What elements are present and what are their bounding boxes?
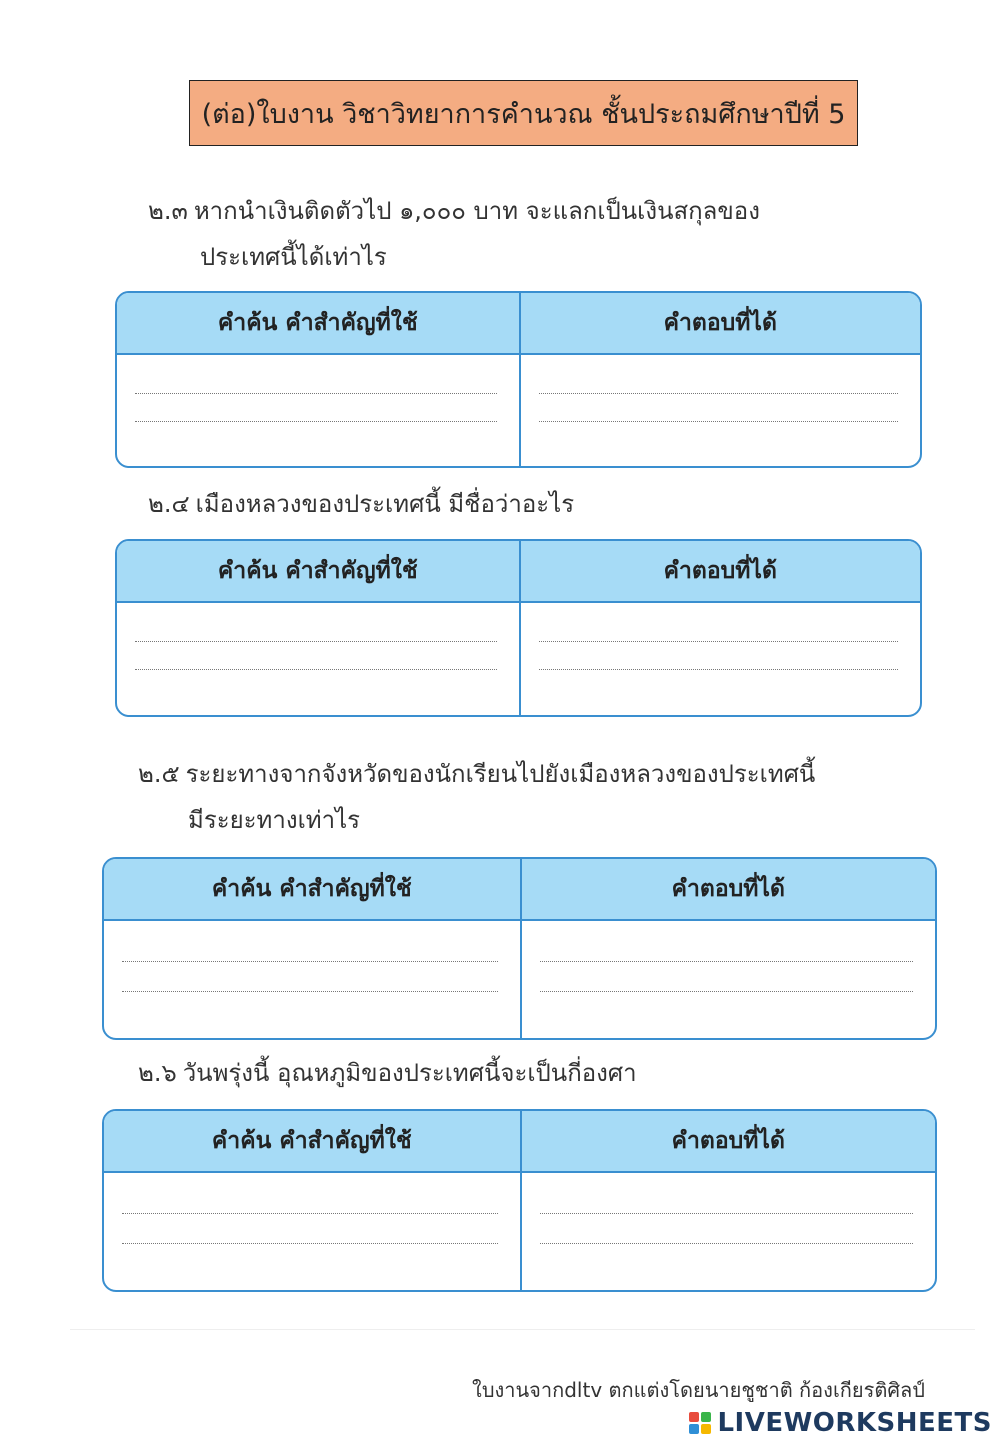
question-2-3 (148, 188, 760, 280)
answer-table-2-5 (102, 857, 937, 1040)
header-answer: คำตอบที่ได้ (519, 541, 921, 601)
dotted-line (539, 669, 899, 670)
answer-cell[interactable] (519, 355, 921, 466)
question-text: หากนำเงินติดตัวไป ๑,๐๐๐ บาท จะแลกเป็นเงินสกุลของ (193, 197, 760, 225)
dotted-line (122, 961, 498, 962)
answer-cell[interactable] (520, 921, 936, 1038)
dotted-line (135, 641, 497, 642)
question-text: วันพรุ่งนี้ อุณหภูมิของประเทศนี้จะเป็นกี่องศา (182, 1059, 637, 1087)
answer-table-2-4 (115, 539, 922, 717)
keywords-cell[interactable] (117, 603, 519, 715)
dotted-line (540, 1213, 914, 1214)
header-keywords: คำค้น คำสำคัญที่ใช้ (211, 876, 412, 902)
header-keywords: คำค้น คำสำคัญที่ใช้ (217, 310, 418, 336)
dotted-line (122, 991, 498, 992)
worksheet-title: (ต่อ)ใบงาน วิชาวิทยาการคำนวณ ชั้นประถมศึกษาปีที่ 5 (189, 80, 858, 146)
header-answer: คำตอบที่ได้ (519, 293, 921, 353)
question-2-5 (138, 751, 815, 843)
dotted-line (540, 991, 914, 992)
dotted-line (540, 1243, 914, 1244)
brand-name: LIVEWORKSHEETS (717, 1408, 992, 1438)
liveworksheets-brand[interactable] (689, 1406, 992, 1440)
keywords-cell[interactable] (104, 1173, 520, 1290)
dotted-line (539, 393, 899, 394)
answer-table-2-3 (115, 291, 922, 468)
answer-cell[interactable] (519, 603, 921, 715)
dotted-line (539, 421, 899, 422)
liveworksheets-logo-icon (689, 1412, 711, 1434)
dotted-line (122, 1243, 498, 1244)
dotted-line (135, 393, 497, 394)
answer-table-2-6 (102, 1109, 937, 1292)
question-number: ๒.๕ (138, 760, 180, 788)
question-2-6 (138, 1050, 637, 1096)
question-number: ๒.๖ (138, 1059, 177, 1087)
header-keywords: คำค้น คำสำคัญที่ใช้ (217, 558, 418, 584)
footer-credit: ใบงานจากdltv ตกแต่งโดยนายชูชาติ ก้องเกียรติศิลป์ (472, 1378, 925, 1402)
answer-cell[interactable] (520, 1173, 936, 1290)
question-number: ๒.๔ (148, 490, 190, 518)
question-number: ๒.๓ (148, 197, 188, 225)
keywords-cell[interactable] (117, 355, 519, 466)
header-keywords: คำค้น คำสำคัญที่ใช้ (211, 1128, 412, 1154)
dotted-line (122, 1213, 498, 1214)
header-answer: คำตอบที่ได้ (520, 859, 936, 919)
dotted-line (539, 641, 899, 642)
question-text: เมืองหลวงของประเทศนี้ มีชื่อว่าอะไร (195, 490, 575, 518)
header-answer: คำตอบที่ได้ (520, 1111, 936, 1171)
dotted-line (135, 421, 497, 422)
question-2-4 (148, 481, 574, 527)
question-text-continued: ประเทศนี้ได้เท่าไร (200, 243, 387, 271)
footer-divider (70, 1329, 975, 1330)
keywords-cell[interactable] (104, 921, 520, 1038)
question-text: ระยะทางจากจังหวัดของนักเรียนไปยังเมืองหลวงของประเทศนี้ (185, 760, 816, 788)
dotted-line (135, 669, 497, 670)
dotted-line (540, 961, 914, 962)
question-text-continued: มีระยะทางเท่าไร (188, 806, 361, 834)
